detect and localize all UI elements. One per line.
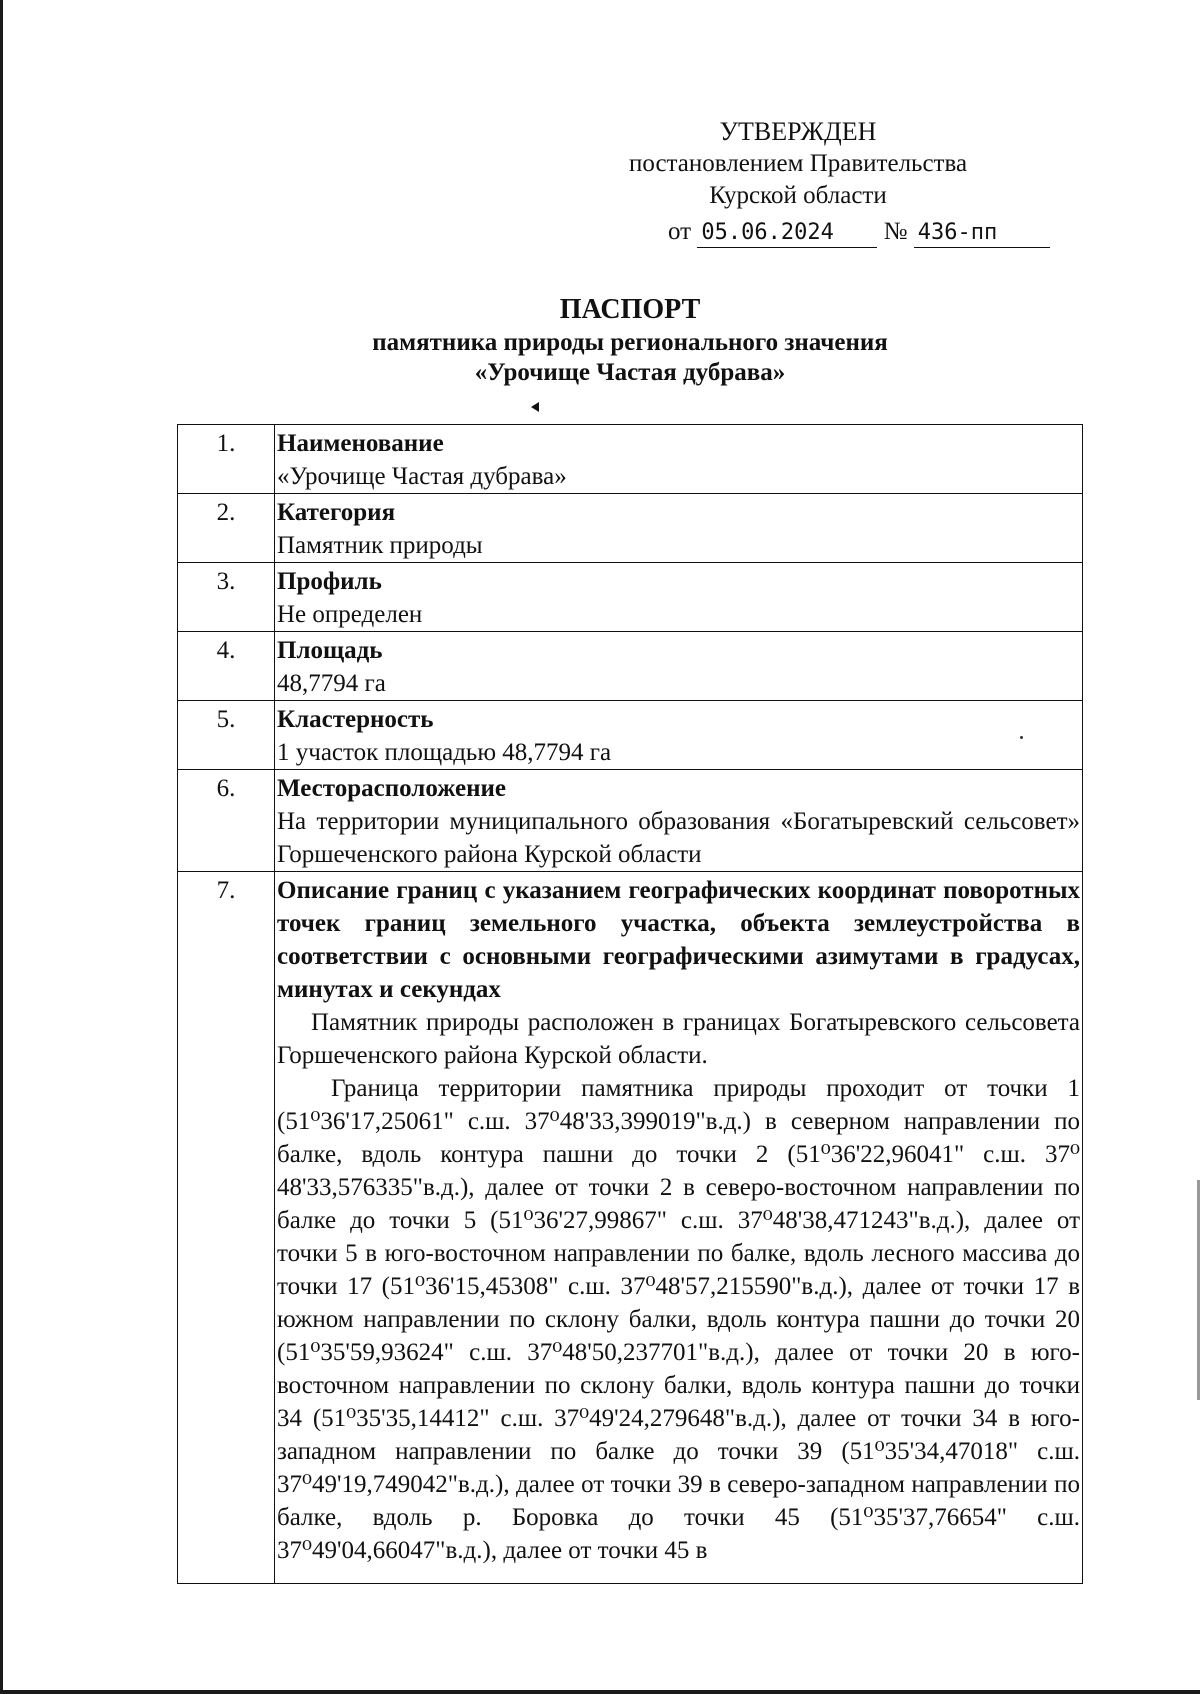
scan-edge-left (0, 0, 3, 1694)
row-content (275, 701, 1083, 770)
approval-block (600, 116, 1140, 245)
scan-edge-bottom (0, 1690, 1200, 1694)
table-row (178, 494, 1083, 563)
document-heading (180, 292, 1080, 388)
row-label: Категория (277, 499, 396, 526)
stray-mark-icon (531, 402, 539, 412)
row-value: «Урочище Частая дубрава» (277, 463, 567, 490)
row-label: Наименование (277, 430, 444, 457)
row-label: Площадь (277, 637, 383, 664)
table-row (178, 563, 1083, 632)
table-row (178, 632, 1083, 701)
passport-table (177, 424, 1083, 1584)
row-content (275, 632, 1083, 701)
approval-number: 436-пп (914, 219, 1050, 248)
row-content (275, 563, 1083, 632)
row-number: 7. (178, 872, 275, 1584)
row-number: 1. (178, 425, 275, 494)
table-row (178, 425, 1083, 494)
row-number: 2. (178, 494, 275, 563)
row-value: Памятник природы (277, 532, 483, 559)
row-value: 1 участок площадью 48,7794 га (277, 739, 612, 766)
description-paragraph-1: Памятник природы расположен в границах Богатыревского сельсовета Горшеченского района Курской области. (277, 1009, 1080, 1069)
row-label: Месторасположение (277, 775, 506, 802)
row-label: Профиль (277, 568, 382, 595)
row-number: 5. (178, 701, 275, 770)
description-paragraph-2: Граница территории памятника природы проходит от точки 1 (51⁰36'17,25061" с.ш. 37⁰48'33,399019"в.д.) в северном направлении по балке, вдоль контура пашни до точки 2 (51⁰36'22,96041" с.ш. 37⁰ 48'33,576335"в.д.), далее от точки 2 в северо-восточном направлении по балке до точки 5 (51⁰36'27,99867" с.ш. 37⁰48'38,471243"в.д.), далее от точки 5 в юго-восточном направлении по балке, вдоль лесного массива до точки 17 (51⁰36'15,45308" с.ш. 37⁰48'57,215590"в.д.), далее от точки 17 в южном направлении по склону балки, вдоль контура пашни до точки 20 (51⁰35'59,93624" с.ш. 37⁰48'50,237701"в.д.), далее от точки 20 в юго-восточном направлении по склону балки, вдоль контура пашни до точки 34 (51⁰35'35,14412" с.ш. 37⁰49'24,279648"в.д.), далее от точки 34 в юго-западном направлении по балке до точки 39 (51⁰35'34,47018" с.ш. 37⁰49'19,749042"в.д.), далее от точки 39 в северо-западном направлении по балке, вдоль р. Боровка до точки 45 (51⁰35'37,76654" с.ш. 37⁰49'04,66047"в.д.), далее от точки 45 в (277, 1075, 1080, 1564)
scan-speck (1020, 736, 1023, 739)
row-content (275, 425, 1083, 494)
row-number: 6. (178, 770, 275, 872)
row-value: На территории муниципального образования «Богатыревский сельсовет» Горшеченского района Курской области (277, 808, 1080, 868)
row-value: Не определен (277, 601, 423, 628)
row-content (275, 872, 1083, 1584)
date-prefix: от (668, 218, 692, 245)
table-row (178, 872, 1083, 1584)
approval-date: 05.06.2024 (697, 219, 877, 248)
approval-title: УТВЕРЖДЕН (719, 117, 877, 146)
row-label: Описание границ с указанием географических координат поворотных точек границ земельного участка, объекта землеустройства в соответствии с основными географическими азимутами в градусах, минутах и секундах (277, 877, 1080, 1003)
row-number: 4. (178, 632, 275, 701)
table-row (178, 770, 1083, 872)
row-value: 48,7794 га (277, 670, 386, 697)
row-label: Кластерность (277, 706, 434, 733)
approval-dateline (668, 216, 1068, 248)
approval-line-org: постановлением Правительства (628, 150, 968, 177)
table-row (178, 701, 1083, 770)
row-content (275, 494, 1083, 563)
approval-line-region: Курской области (709, 182, 887, 209)
row-number: 3. (178, 563, 275, 632)
row-content (275, 770, 1083, 872)
document-subtitle: памятника природы регионального значения (372, 329, 888, 356)
document-title: ПАСПОРТ (559, 294, 701, 325)
document-object-name: «Урочище Частая дубрава» (474, 359, 786, 386)
number-prefix: № (883, 218, 908, 245)
